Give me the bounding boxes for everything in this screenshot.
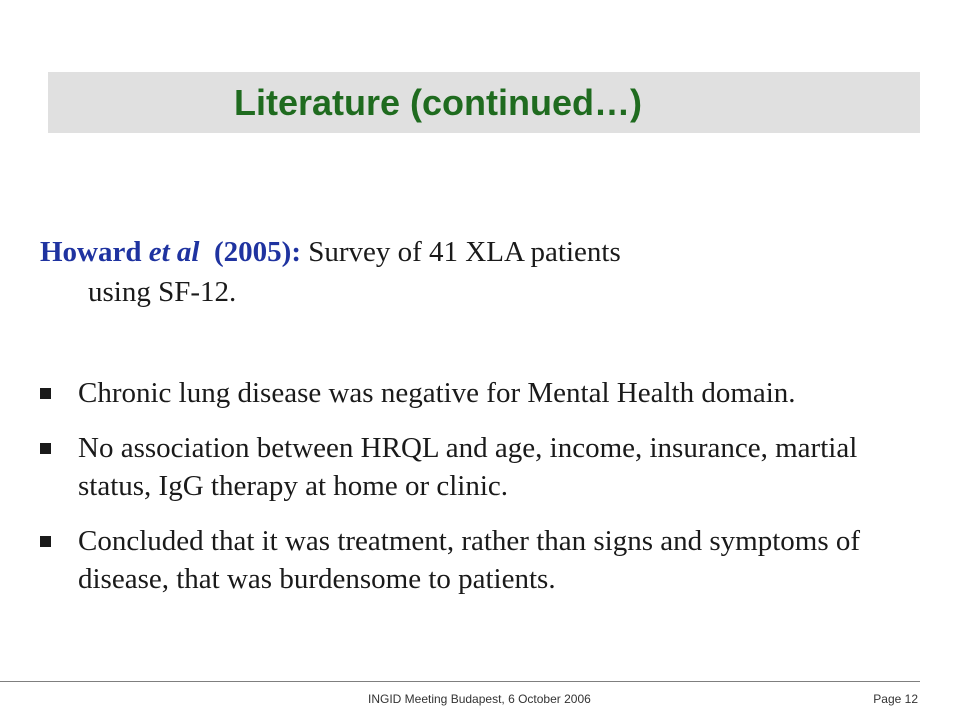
citation (40, 236, 301, 268)
intro-text: Survey of 41 XLA patients (308, 236, 621, 268)
intro-paragraph (40, 232, 900, 312)
footer-page-number: Page 12 (873, 692, 918, 706)
citation-year: (2005): (214, 236, 301, 268)
citation-author: Howard (40, 236, 142, 268)
square-bullet-icon (40, 388, 51, 399)
citation-etal: et al (148, 236, 200, 268)
bullet-item (40, 374, 920, 412)
title-bar (48, 72, 920, 133)
square-bullet-icon (40, 536, 51, 547)
bullet-text: No association between HRQL and age, income, insurance, martial status, IgG therapy at home or clinic. (78, 432, 858, 502)
bullet-item (40, 429, 920, 505)
bullet-list (40, 374, 920, 615)
footer-event: INGID Meeting Budapest, 6 October 2006 (368, 692, 591, 706)
intro-continuation: using SF-12. (88, 276, 237, 308)
slide-title: Literature (continued…) (233, 81, 642, 123)
square-bullet-icon (40, 443, 51, 454)
bullet-item (40, 522, 920, 598)
bullet-text: Chronic lung disease was negative for Mental Health domain. (78, 377, 796, 409)
footer-divider (0, 681, 920, 682)
bullet-text: Concluded that it was treatment, rather than signs and symptoms of disease, that was burdensome to patients. (78, 525, 861, 595)
